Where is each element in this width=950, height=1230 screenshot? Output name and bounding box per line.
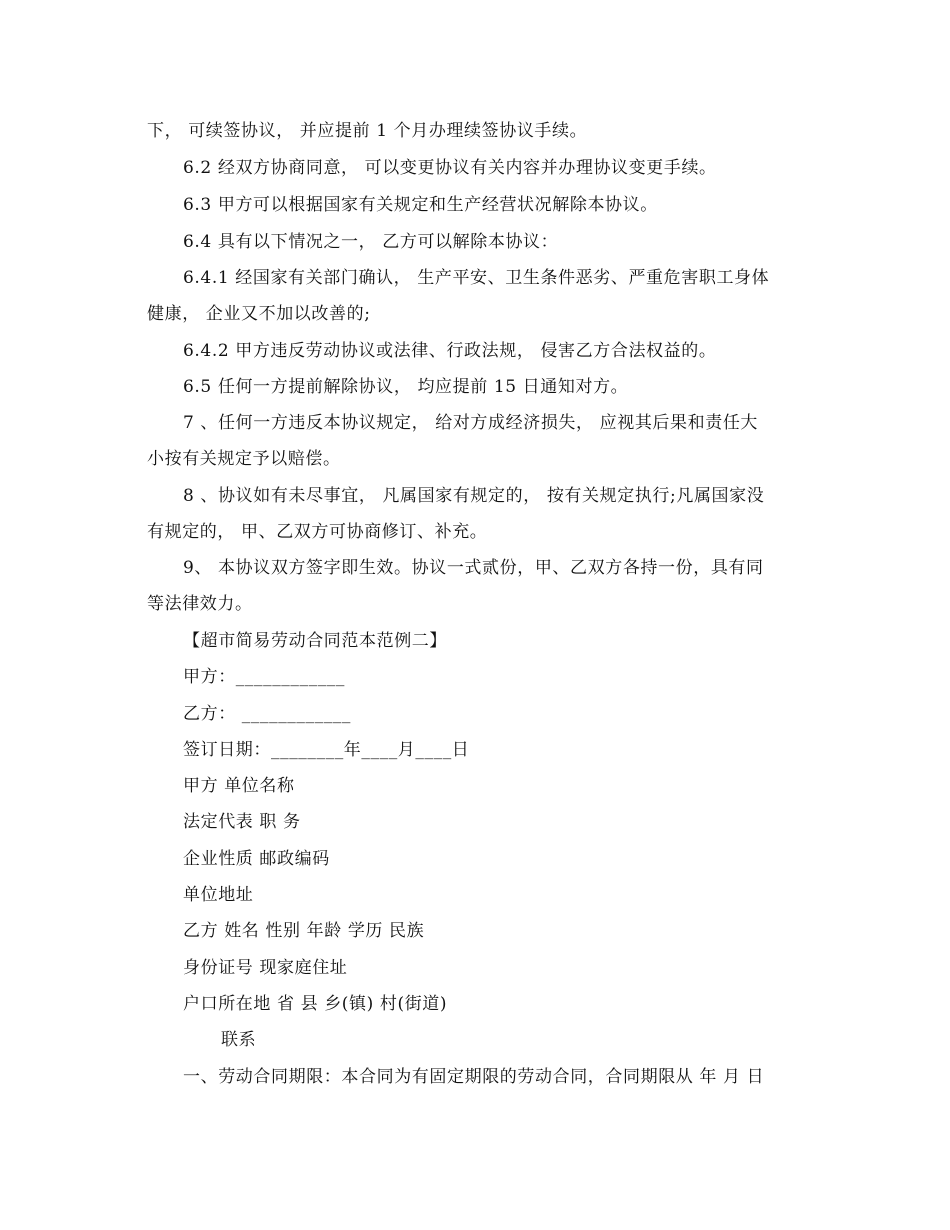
text-line: 有规定的， 甲、乙双方可协商修订、补充。	[147, 522, 488, 542]
text-line: 6.4 具有以下情况之一， 乙方可以解除本协议：	[183, 232, 559, 252]
party-b-field: 乙方： ____________	[183, 704, 352, 724]
text-line: 等法律效力。	[147, 594, 253, 614]
text-line: 户口所在地 省 县 乡(镇) 村(街道)	[183, 994, 448, 1014]
text-line: 6.4.2 甲方违反劳动协议或法律、行政法规， 侵害乙方合法权益的。	[183, 341, 717, 361]
text-line: 单位地址	[183, 885, 254, 905]
text-line: 法定代表 职 务	[183, 812, 301, 832]
text-line: 小按有关规定予以赔偿。	[147, 449, 341, 469]
text-line: 9、 本协议双方签字即生效。协议一式贰份，甲、乙双方各持一份，具有同	[183, 558, 764, 578]
text-line: 身份证号 现家庭住址	[183, 958, 348, 978]
text-line: 6.4.1 经国家有关部门确认， 生产平安、卫生条件恶劣、严重危害职工身体	[183, 268, 770, 288]
text-line: 联系	[221, 1030, 257, 1050]
sign-date-field: 签订日期：________年____月____日	[183, 740, 470, 760]
text-line: 乙方 姓名 性别 年龄 学历 民族	[183, 921, 425, 941]
text-line: 健康， 企业又不加以改善的;	[147, 304, 371, 324]
text-line: 下， 可续签协议， 并应提前 1 个月办理续签协议手续。	[147, 121, 588, 141]
text-line: 一、劳动合同期限：本合同为有固定期限的劳动合同，合同期限从 年 月 日	[183, 1067, 765, 1087]
text-line: 企业性质 邮政编码	[183, 849, 330, 869]
text-line: 7 、任何一方违反本协议规定， 给对方成经济损失， 应视其后果和责任大	[183, 413, 759, 433]
text-line: 6.2 经双方协商同意， 可以变更协议有关内容并办理协议变更手续。	[183, 158, 717, 178]
section-heading: 【超市简易劳动合同范本范例二】	[183, 631, 447, 651]
text-line: 6.5 任何一方提前解除协议， 均应提前 15 日通知对方。	[183, 377, 629, 397]
party-a-field: 甲方：____________	[183, 667, 345, 687]
text-line: 甲方 单位名称	[183, 776, 295, 796]
text-line: 8 、协议如有未尽事宜， 凡属国家有规定的， 按有关规定执行;凡属国家没	[183, 486, 765, 506]
text-line: 6.3 甲方可以根据国家有关规定和生产经营状况解除本协议。	[183, 195, 658, 215]
